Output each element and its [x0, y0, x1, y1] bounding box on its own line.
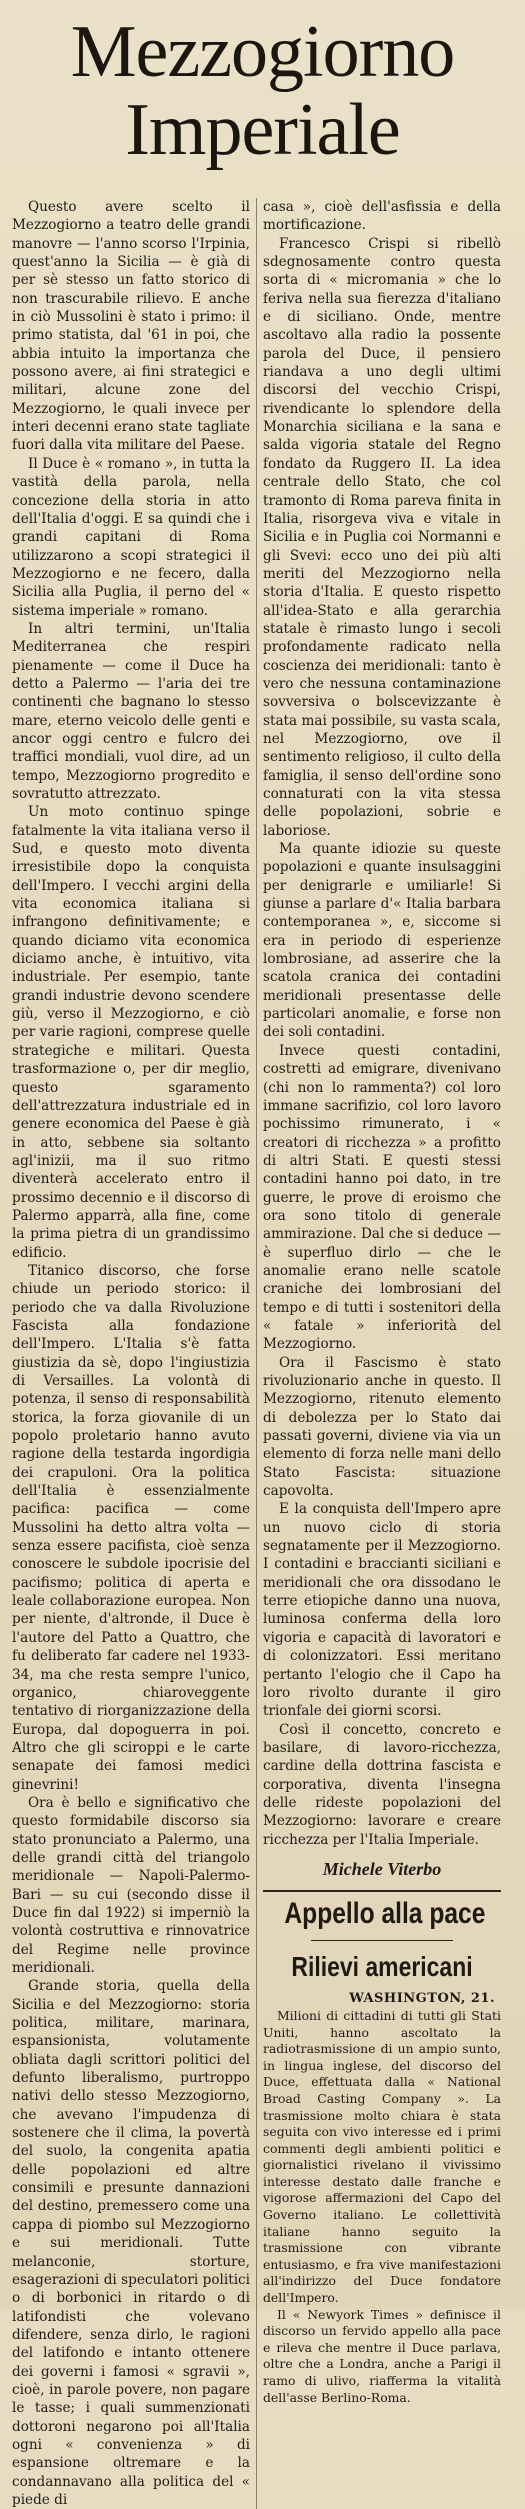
- article-paragraph: Grande storia, quella della Sicilia e del Mezzogiorno: storia politica, militare, marinara, espansionista, volutamente obliata dagli scrittori politici del defunto liberalismo, purtroppo nativi dello stesso Mezzogiorno, che avevano l'impudenza di sostenere che il clima, la povertà del suolo, la congenita apatia delle popolazioni ed altre consimili e presunte dannazioni del destino, premessero come una cappa di piombo sul Mezzogiorno e sui meridionali. Tutte melanconie, storture, esagerazioni di speculatori politici o di borbonici in ritardo o di latifondisti che volevano difendere, senza dirlo, le ragioni del latifondo e intanto ottenere dei governi i famosi « sgravii », cioè, in parole povere, non pagare le tasse; i quali summenzionati dottoroni negarono poi all'Italia ogni « convenienza » di espansione oltremare e la condannavano alla politica del « piede di: [12, 1978, 250, 2508]
- headline-divider: [311, 1940, 454, 1941]
- headline-appello-alla-pace: Appello alla pace: [284, 1896, 486, 1930]
- headline-imperiale: Imperiale: [125, 89, 400, 171]
- author-signature: Michele Viterbo: [322, 1858, 442, 1879]
- article-paragraph: E la conquista dell'Impero apre un nuovo ciclo di storia segnatamente per il Mezzogiorno. I contadini e braccianti siciliani e meridionali che ora dissodano le terre etiopiche danno una nuova, luminosa conferma della loro vigoria e capacità di lavoratori e di colonizzatori. Essi meritano pertanto l'elogio che il Capo ha loro rivolto durante il giro trionfale dei giorni scorsi.: [263, 1501, 501, 1720]
- article-columns: [12, 198, 513, 2509]
- left-column: [12, 198, 256, 2509]
- second-article-body: [263, 2008, 501, 2406]
- article-paragraph: Titanico discorso, che forse chiude un periodo storico: il periodo che va dalla Rivoluzione Fascista alla fondazione dell'Impero. L'Italia s'è fatta giustizia da sè, dopo l'ingiustizia di Versailles. La volontà di potenza, il senso di responsabilità storica, la forza giovanile di un popolo proletario hanno avuto ragione della testarda ingordigia dei crapuloni. Ora la politica dell'Italia è essenzialmente pacifica: pacifica — come Mussolini ha detto altra volta — senza essere pacifista, cioè senza conoscere le subdole ipocrisie del pacifismo; politica di aperta e leale collaborazione europea. Non per niente, d'altronde, il Duce è l'autore del Patto a Quattro, che fu deliberato far cadere nel 1933-34, ma che resta sempre l'unico, organico, chiaroveggente tentativo di riorganizzazione della Europa, dal dopoguerra in poi. Altro che gli sciroppi e le carte senapate dei famosi medici ginevrini!: [12, 1262, 250, 1793]
- headline-rilievi-americani: Rilievi americani: [291, 1950, 473, 1982]
- article-paragraph: Ora è bello e significativo che questo formidabile discorso sia stato pronunciato a Palermo, una delle grandi città del triangolo meridionale — Napoli-Palermo-Bari — su cui (secondo disse il Duce fin dal 1922) si imperniò la volontà costruttiva e rinnovatrice del Regime nelle province meridionali.: [12, 1794, 250, 1976]
- article-paragraph: Ora il Fascismo è stato rivoluzionario anche in questo. Il Mezzogiorno, ritenuto elemento di debolezza per lo Stato dai passati governi, diviene via via un elemento di forza nelle mani dello Stato Fascista: situazione capovolta.: [263, 1354, 501, 1500]
- article-paragraph: Il Duce è « romano », in tutta la vastità della parola, nella concezione della storia in atto dell'Italia d'oggi. E sa quindi che i grandi capitani di Roma utilizzarono a scopi strategici il Mezzogiorno e ne fecero, dalla Sicilia alla Puglia, il perno del « sistema imperiale » romano.: [12, 455, 250, 619]
- article-paragraph: Il « Newyork Times » definisce il discorso un fervido appello alla pace e rileva che mentre il Duce parlava, oltre che a Londra, anche a Parigi il ramo di ulivo, riafferma la vitalità dell'asse Berlino-Roma.: [263, 2306, 501, 2405]
- article-paragraph: Milioni di cittadini di tutti gli Stati Uniti, hanno ascoltato la radiotrasmissione di un ampio sunto, in lingua inglese, del discorso del Duce, effettuata dalla « National Broad Casting Company ». La trasmissione molto chiara è stata seguita con vivo interesse ed i primi commenti degli ambienti politici e giornalistici rivelano il vivissimo interesse destato dalle franche e vigorose affermazioni del Capo del Governo italiano. Le collettività italiane hanno seguito la trasmissione con vibrante entusiasmo, e fra vive manifestazioni all'indirizzo del Duce fondatore dell'Impero.: [263, 2007, 501, 2306]
- article-paragraph: In altri termini, un'Italia Mediterranea che respiri pienamente — come il Duce ha detto a Palermo — l'aria dei tre continenti che bagnano lo stesso mare, eterno veicolo delle genti e ancor oggi centro e fulcro dei traffici mondiali, vuol dire, ad un tempo, Mezzogiorno progredito e sovratutto attrezzato.: [12, 620, 250, 802]
- article-paragraph: casa », cioè dell'asfissia e della mortificazione.: [263, 199, 501, 234]
- dateline: WASHINGTON, 21.: [349, 1990, 495, 2006]
- headline-mezzogiorno: Mezzogiorno: [70, 11, 455, 93]
- section-divider: [263, 1890, 501, 1892]
- article-paragraph: Un moto continuo spinge fatalmente la vita italiana verso il Sud, e questo moto diventa irresistibile dopo la conquista dell'Impero. I vecchi argini della vita economica italiana si infrangono definitivamente; e quando diciamo vita economica diciamo anche, è intuitivo, vita industriale. Per esempio, tante grandi industrie devono scendere giù, verso il Mezzogiorno, e ciò per varie ragioni, comprese quelle strategiche e militari. Questa trasformazione o, per dir meglio, questo sgaramento dell'attrezzatura industriale ed in genere economica del Paese è già in atto, sebbene sia soltanto agl'inizii, ma il suo ritmo diventerà accelerato entro il prossimo decennio e il discorso di Palermo apparrà, alla fine, come la prima pietra di un grandissimo edificio.: [12, 804, 250, 1261]
- article-paragraph: Invece questi contadini, costretti ad emigrare, divenivano (chi non lo rammenta?) col loro immane sacrifizio, col loro lavoro pochissimo rimunerato, i « creatori di ricchezza » a profitto di altri Stati. E questi stessi contadini hanno poi dato, in tre guerre, le prove di eroismo che ora sono titolo di generale ammirazione. Dal che si deduce — è superfluo dirlo — che le anomalie erano nelle scatole craniche dei lombrosiani del tempo e di tutti i sostenitori della « fatale » inferiorità del Mezzogiorno.: [263, 1042, 501, 1353]
- article-paragraph: Così il concetto, concreto e basilare, di lavoro-ricchezza, cardine della dottrina fascista e corporativa, diventa l'insegna delle ridestе popolazioni del Mezzogiorno: lavorare e creare ricchezza per l'Italia Imperiale.: [263, 1721, 501, 1848]
- column-rule: [256, 198, 257, 2509]
- article-paragraph: Francesco Crispi si ribellò sdegnosamente contro questa sorta di « micromania » che lo feriva nella sua fierezza d'italiano e di siciliano. Onde, mentre ascoltavo alla radio la possente parola del Duce, il pensiero riandava a uno degli ultimi discorsi del vecchio Crispi, rivendicante lo splendore della Monarchia siciliana e la sana e salda vigoria statale del Regno fondato da Ruggero II. La idea centrale dello Stato, che col tramonto di Roma pareva finita in Italia, risorgeva viva e vitale in Sicilia e in Puglia coi Normanni e gli Svevi: ecco uno dei più alti meriti del Mezzogiorno nella storia d'Italia. E questo rispetto all'idea-Stato e alla gerarchia statale è rimasto lungo i secoli profondamente radicato nella coscienza dei meridionali: tanto è vero che nessuna contaminazione sovversiva o bolscevizzante è stata mai possibile, su vasta scala, nel Mezzogiorno, ove il sentimento religioso, il culto della famiglia, il senso dell'ordine sono connaturati con la vita stessa delle popolazioni, sobrie e laboriose.: [263, 235, 501, 839]
- article-paragraph: Questo avere scelto il Mezzogiorno a teatro delle grandi manovre — l'anno scorso l'Irpinia, quest'anno la Sicilia — è già di per sè stesso un fatto storico di non trascurabile rilievo. E anche in ciò Mussolini è stato i primo: il primo statista, dal '61 in poi, che abbia intuito la importanza che possono avere, ai fini strategici e militari, alcune zone del Mezzogiorno, le quali invece per interi decenni erano state tagliate fuori dalla vita militare del Paese.: [12, 199, 250, 454]
- article-paragraph: Ma quante idiozie su queste popolazioni e quante insulsaggini per denigrarle e umiliarle! Si giunse a parlare d'« Italia barbara contemporanea », e, siccome si era in periodo di esperienze lombrosiane, ad asserire che la scatola cranica dei contadini meridionali presentasse delle particolari anomalie, e forse non dei soli contadini.: [263, 841, 501, 1041]
- right-column: [257, 198, 501, 2509]
